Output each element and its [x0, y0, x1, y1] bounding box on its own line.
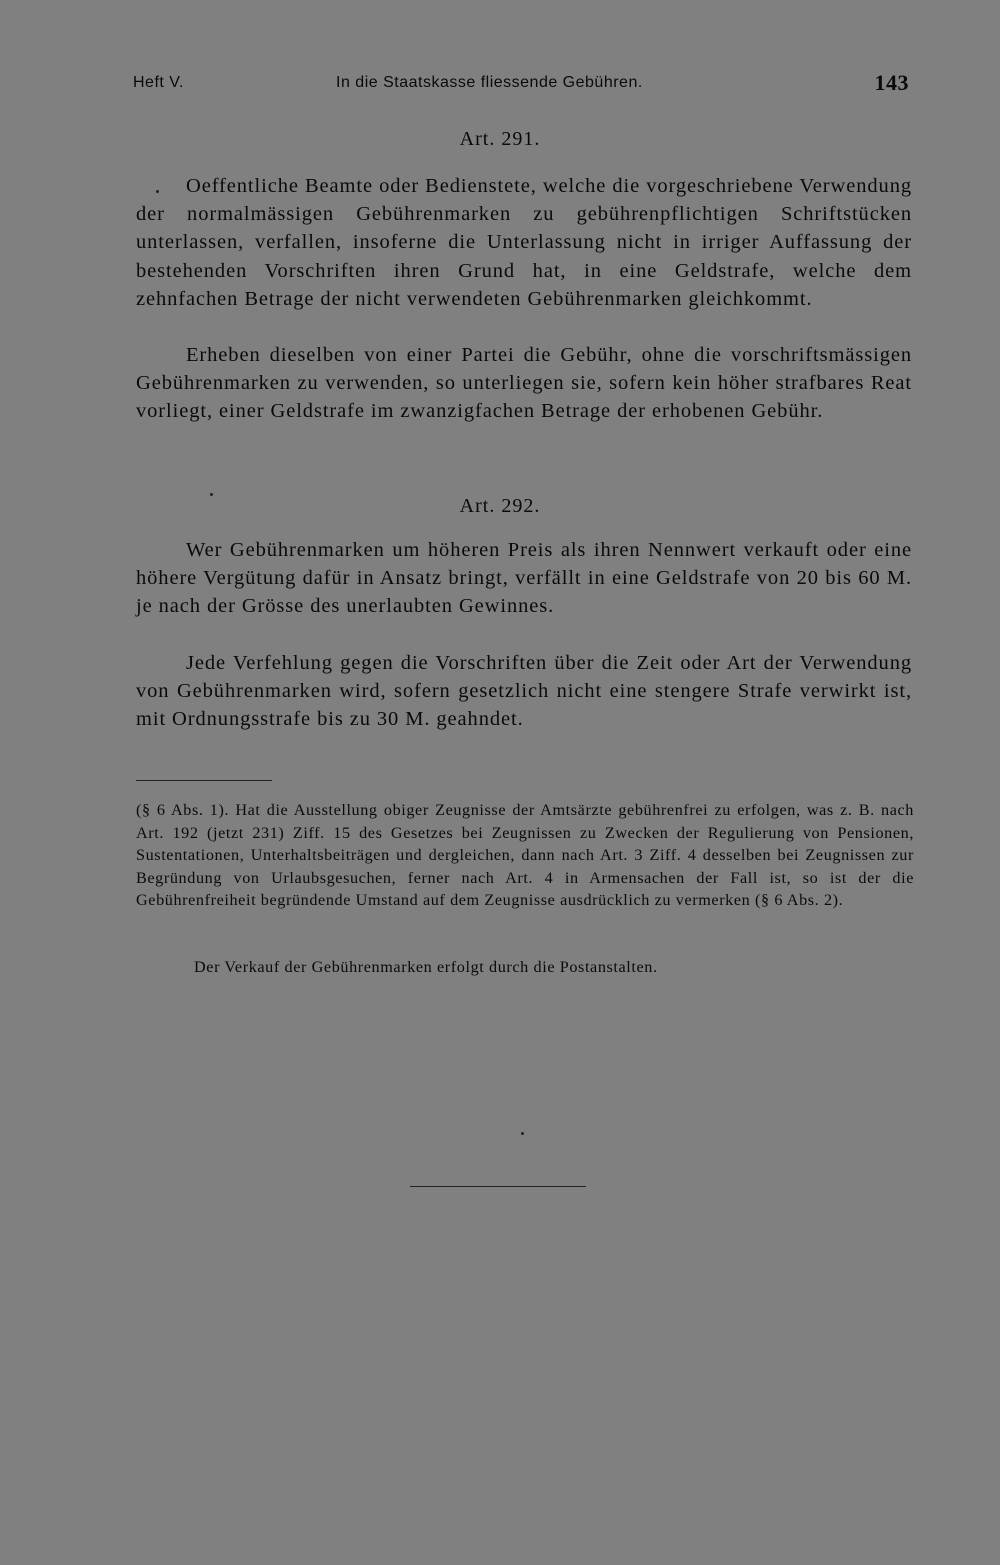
footnote-separator	[136, 780, 272, 781]
article-291-paragraph-1: Oeffentliche Beamte oder Bedienstete, welche die vorgeschriebene Verwendung der normalmässigen Gebührenmarken zu gebührenpflichtigen Schriftstücken unterlassen, verfallen, insoferne die Unterlassung nicht in irriger Auffassung der bestehenden Vorschriften ihren Grund hat, in eine Geldstrafe, welche dem zehnfachen Betrage der nicht verwendeten Gebührenmarken gleichkommt.	[136, 175, 912, 310]
header-title: In die Staatskasse fliessende Gebühren.	[336, 74, 643, 91]
article-291-heading: Art. 291.	[459, 128, 541, 150]
stray-mark	[521, 1132, 524, 1135]
article-292-paragraph-2: Jede Verfehlung gegen die Vorschriften über die Zeit oder Art der Verwendung von Gebührenmarken wird, sofern gesetzlich nicht eine stengere Strafe verwirkt ist, mit Ordnungsstrafe bis zu 30 M. geahndet.	[136, 652, 912, 731]
running-header	[133, 70, 909, 100]
article-292-heading: Art. 292.	[459, 495, 541, 517]
article-291-paragraph-2: Erheben dieselben von einer Partei die Gebühr, ohne die vorschriftsmässigen Gebührenmarken zu verwenden, so unterliegen sie, sofern kein höher strafbares Reat vorliegt, einer Geldstrafe im zwanzigfachen Betrage der erhobenen Gebühr.	[136, 344, 912, 423]
footnote-2: Der Verkauf der Gebührenmarken erfolgt durch die Postanstalten.	[194, 958, 658, 976]
article-292-paragraph-1: Wer Gebührenmarken um höheren Preis als ihren Nennwert verkauft oder eine höhere Vergütung dafür in Ansatz bringt, verfällt in eine Geldstrafe von 20 bis 60 M. je nach der Grösse des unerlaubten Gewinnes.	[136, 539, 912, 618]
header-volume: Heft V.	[133, 74, 184, 91]
page-number: 143	[874, 70, 909, 95]
end-rule	[410, 1186, 586, 1187]
footnote-1: (§ 6 Abs. 1). Hat die Ausstellung obiger Zeugnisse der Amtsärzte gebührenfrei zu erfolgen, was z. B. nach Art. 192 (jetzt 231) Ziff. 15 des Gesetzes bei Zeugnissen zu Zwecken der Regulierung von Pensionen, Sustentationen, Unterhaltsbeiträgen und dergleichen, dann nach Art. 3 Ziff. 4 desselben bei Zeugnissen zur Begründung von Urlaubsgesuchen, ferner nach Art. 4 in Armensachen der Fall ist, so ist der die Gebührenfreiheit begründende Umstand auf dem Zeugnisse ausdrücklich zu vermerken (§ 6 Abs. 2).	[136, 801, 914, 910]
